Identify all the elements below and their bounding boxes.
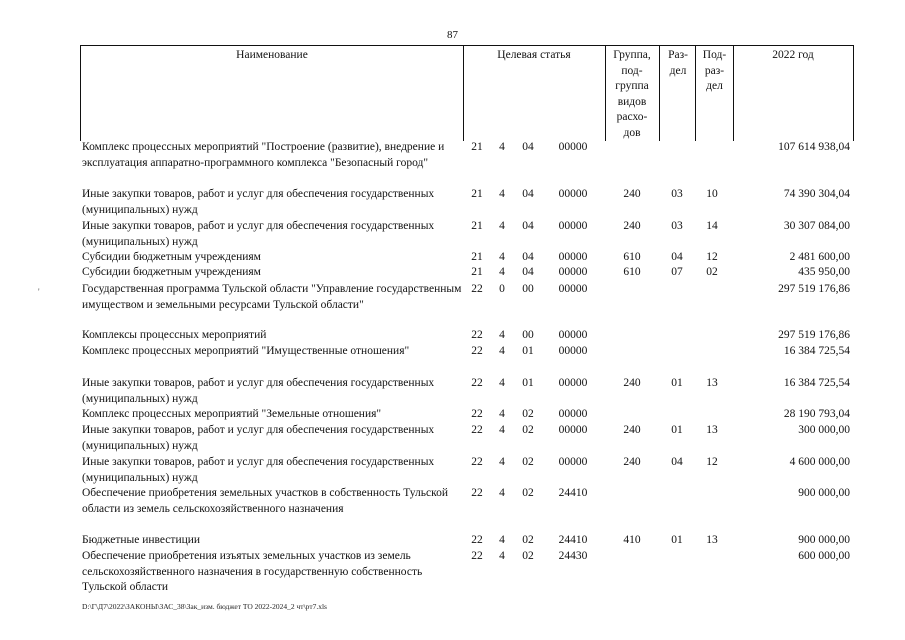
row-amount: 297 519 176,86 — [778, 329, 850, 341]
article-code-3: 02 — [522, 456, 534, 468]
footer-file-path: D:\Г\Д7\2022\ЗАКОНЫ\ЗАС_38\Зак_изм. бюджет ТО 2022-2024_2 чт\рт7.xls — [82, 602, 327, 611]
row-name: Комплекс процессных мероприятий "Построение (развитие), внедрение и эксплуатация аппаратно-программного комплекса "Безопасный город" — [82, 141, 445, 169]
section-code: 03 — [671, 188, 683, 200]
expense-group: 240 — [623, 377, 641, 389]
article-code-1: 21 — [471, 220, 483, 232]
header-subsection: Под-раз-дел — [702, 49, 727, 92]
article-code-1: 22 — [471, 487, 483, 499]
row-amount: 74 390 304,04 — [783, 188, 850, 200]
row-name: Комплекс процессных мероприятий "Земельные отношения" — [82, 408, 382, 420]
article-code-4: 00000 — [558, 141, 588, 153]
article-code-2: 4 — [499, 408, 505, 420]
article-code-4: 00000 — [558, 345, 588, 357]
article-code-3: 04 — [522, 141, 534, 153]
article-code-4: 00000 — [558, 188, 588, 200]
expense-group: 240 — [623, 220, 641, 232]
section-code: 04 — [671, 251, 683, 263]
row-name: Бюджетные инвестиции — [82, 534, 201, 546]
section-code: 01 — [671, 534, 683, 546]
table-header — [80, 45, 854, 141]
article-code-2: 4 — [499, 141, 505, 153]
header-group: Группа, под-группа видов расхо-дов — [613, 49, 651, 139]
article-code-4: 00000 — [558, 283, 588, 295]
row-name: Иные закупки товаров, работ и услуг для обеспечения государственных (муниципальных) нужд — [82, 188, 435, 216]
article-code-2: 0 — [499, 283, 505, 295]
row-name: Комплексы процессных мероприятий — [82, 329, 267, 341]
article-code-1: 22 — [471, 424, 483, 436]
section-code: 01 — [671, 377, 683, 389]
row-amount: 16 384 725,54 — [783, 377, 850, 389]
article-code-4: 00000 — [558, 251, 588, 263]
row-amount: 435 950,00 — [798, 266, 850, 278]
row-amount: 300 000,00 — [798, 424, 850, 436]
article-code-1: 22 — [471, 377, 483, 389]
subsection-code: 12 — [706, 456, 718, 468]
subsection-code: 12 — [706, 251, 718, 263]
expense-group: 610 — [623, 251, 641, 263]
section-code: 04 — [671, 456, 683, 468]
article-code-2: 4 — [499, 456, 505, 468]
article-code-3: 00 — [522, 283, 534, 295]
article-code-3: 02 — [522, 534, 534, 546]
row-amount: 900 000,00 — [798, 534, 850, 546]
page-number: 87 — [447, 29, 458, 41]
subsection-code: 10 — [706, 188, 718, 200]
article-code-1: 22 — [471, 456, 483, 468]
article-code-4: 00000 — [558, 424, 588, 436]
expense-group: 240 — [623, 456, 641, 468]
row-name: Иные закупки товаров, работ и услуг для обеспечения государственных (муниципальных) нужд — [82, 377, 435, 405]
section-code: 01 — [671, 424, 683, 436]
subsection-code: 13 — [706, 377, 718, 389]
article-code-4: 00000 — [558, 456, 588, 468]
section-code: 07 — [671, 266, 683, 278]
article-code-4: 24410 — [558, 487, 588, 499]
subsection-code: 02 — [706, 266, 718, 278]
article-code-2: 4 — [499, 487, 505, 499]
section-code: 03 — [671, 220, 683, 232]
expense-group: 240 — [623, 188, 641, 200]
article-code-3: 02 — [522, 487, 534, 499]
article-code-3: 04 — [522, 266, 534, 278]
row-name: Государственная программа Тульской области "Управление государственным имуществом и земельными ресурсами Тульской области" — [82, 283, 462, 311]
article-code-4: 24430 — [558, 550, 588, 562]
article-code-2: 4 — [499, 266, 505, 278]
row-name: Иные закупки товаров, работ и услуг для обеспечения государственных (муниципальных) нужд — [82, 456, 435, 484]
row-name: Комплекс процессных мероприятий "Имущественные отношения" — [82, 345, 410, 357]
article-code-4: 00000 — [558, 329, 588, 341]
margin-mark: ' — [38, 287, 40, 297]
article-code-2: 4 — [499, 534, 505, 546]
article-code-4: 00000 — [558, 220, 588, 232]
row-name: Субсидии бюджетным учреждениям — [82, 251, 261, 263]
header-section: Раз-дел — [668, 49, 688, 77]
article-code-1: 22 — [471, 345, 483, 357]
article-code-1: 22 — [471, 329, 483, 341]
article-code-3: 01 — [522, 345, 534, 357]
row-name: Обеспечение приобретения изъятых земельных участков из земель сельскохозяйственного назначения в государственную собственность Тульской области — [82, 550, 423, 594]
article-code-1: 21 — [471, 188, 483, 200]
article-code-3: 01 — [522, 377, 534, 389]
row-name: Субсидии бюджетным учреждениям — [82, 266, 261, 278]
header-target-article: Целевая статья — [497, 49, 571, 61]
article-code-3: 04 — [522, 188, 534, 200]
article-code-3: 00 — [522, 329, 534, 341]
row-name: Иные закупки товаров, работ и услуг для обеспечения государственных (муниципальных) нужд — [82, 220, 435, 248]
article-code-1: 21 — [471, 141, 483, 153]
row-name: Обеспечение приобретения земельных участков в собственность Тульской области из земель сельскохозяйственного назначения — [82, 487, 449, 515]
row-amount: 2 481 600,00 — [789, 251, 850, 263]
article-code-2: 4 — [499, 345, 505, 357]
row-amount: 107 614 938,04 — [778, 141, 850, 153]
article-code-1: 22 — [471, 550, 483, 562]
subsection-code: 13 — [706, 424, 718, 436]
article-code-2: 4 — [499, 550, 505, 562]
article-code-4: 00000 — [558, 408, 588, 420]
article-code-1: 22 — [471, 283, 483, 295]
expense-group: 410 — [623, 534, 641, 546]
row-amount: 16 384 725,54 — [783, 345, 850, 357]
article-code-2: 4 — [499, 424, 505, 436]
article-code-1: 21 — [471, 251, 483, 263]
article-code-1: 22 — [471, 408, 483, 420]
expense-group: 610 — [623, 266, 641, 278]
article-code-3: 02 — [522, 550, 534, 562]
article-code-3: 02 — [522, 408, 534, 420]
article-code-4: 00000 — [558, 377, 588, 389]
article-code-2: 4 — [499, 220, 505, 232]
header-year: 2022 год — [772, 49, 814, 61]
article-code-1: 21 — [471, 266, 483, 278]
subsection-code: 14 — [706, 220, 718, 232]
header-name: Наименование — [236, 49, 308, 61]
article-code-2: 4 — [499, 329, 505, 341]
article-code-3: 02 — [522, 424, 534, 436]
article-code-2: 4 — [499, 188, 505, 200]
row-amount: 900 000,00 — [798, 487, 850, 499]
row-amount: 28 190 793,04 — [783, 408, 850, 420]
article-code-4: 24410 — [558, 534, 588, 546]
article-code-1: 22 — [471, 534, 483, 546]
subsection-code: 13 — [706, 534, 718, 546]
article-code-3: 04 — [522, 251, 534, 263]
row-amount: 4 600 000,00 — [789, 456, 850, 468]
row-amount: 297 519 176,86 — [778, 283, 850, 295]
row-amount: 600 000,00 — [798, 550, 850, 562]
row-name: Иные закупки товаров, работ и услуг для обеспечения государственных (муниципальных) нужд — [82, 424, 435, 452]
article-code-2: 4 — [499, 251, 505, 263]
row-amount: 30 307 084,00 — [783, 220, 850, 232]
article-code-3: 04 — [522, 220, 534, 232]
article-code-2: 4 — [499, 377, 505, 389]
article-code-4: 00000 — [558, 266, 588, 278]
expense-group: 240 — [623, 424, 641, 436]
